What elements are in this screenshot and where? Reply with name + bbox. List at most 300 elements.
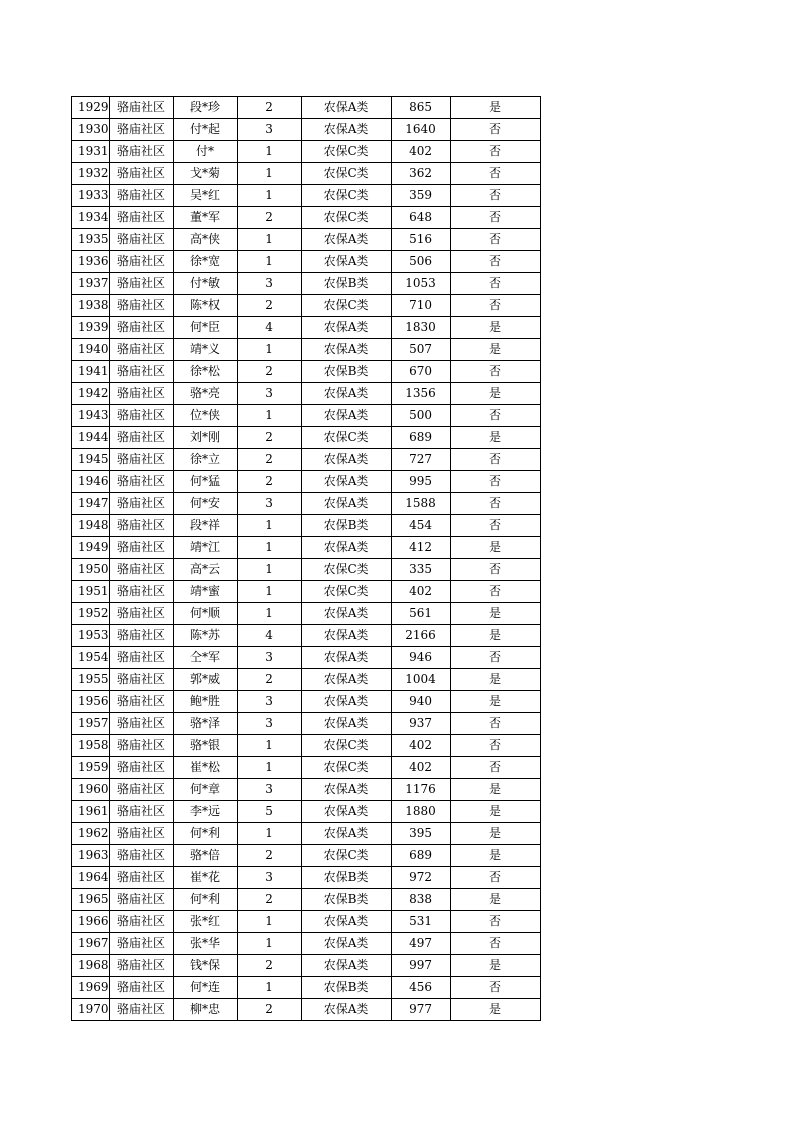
table-row bbox=[72, 119, 541, 141]
amount-cell: 335 bbox=[391, 559, 450, 581]
record-number-cell: 1946 bbox=[72, 471, 110, 493]
community-cell: 骆庙社区 bbox=[109, 405, 173, 427]
flag-cell: 是 bbox=[450, 845, 540, 867]
table-row bbox=[72, 559, 541, 581]
table-row bbox=[72, 427, 541, 449]
household-size-cell: 1 bbox=[237, 581, 301, 603]
amount-cell: 412 bbox=[391, 537, 450, 559]
insurance-type-cell: 农保C类 bbox=[301, 581, 391, 603]
record-number-cell: 1932 bbox=[72, 163, 110, 185]
record-number-cell: 1936 bbox=[72, 251, 110, 273]
household-size-cell: 4 bbox=[237, 317, 301, 339]
community-cell: 骆庙社区 bbox=[109, 471, 173, 493]
table-row bbox=[72, 603, 541, 625]
household-size-cell: 2 bbox=[237, 449, 301, 471]
table-row bbox=[72, 449, 541, 471]
flag-cell: 否 bbox=[450, 251, 540, 273]
table-row bbox=[72, 867, 541, 889]
flag-cell: 是 bbox=[450, 823, 540, 845]
record-number-cell: 1951 bbox=[72, 581, 110, 603]
record-number-cell: 1961 bbox=[72, 801, 110, 823]
name-cell: 崔*松 bbox=[173, 757, 237, 779]
household-size-cell: 2 bbox=[237, 207, 301, 229]
household-size-cell: 4 bbox=[237, 625, 301, 647]
record-number-cell: 1929 bbox=[72, 97, 110, 119]
household-size-cell: 2 bbox=[237, 999, 301, 1021]
table-row bbox=[72, 141, 541, 163]
household-size-cell: 2 bbox=[237, 361, 301, 383]
household-size-cell: 3 bbox=[237, 691, 301, 713]
records-body bbox=[72, 97, 541, 1021]
household-size-cell: 2 bbox=[237, 889, 301, 911]
amount-cell: 2166 bbox=[391, 625, 450, 647]
community-cell: 骆庙社区 bbox=[109, 999, 173, 1021]
flag-cell: 否 bbox=[450, 757, 540, 779]
amount-cell: 402 bbox=[391, 141, 450, 163]
amount-cell: 1004 bbox=[391, 669, 450, 691]
table-row bbox=[72, 713, 541, 735]
record-number-cell: 1970 bbox=[72, 999, 110, 1021]
community-cell: 骆庙社区 bbox=[109, 361, 173, 383]
flag-cell: 否 bbox=[450, 933, 540, 955]
name-cell: 骆*银 bbox=[173, 735, 237, 757]
flag-cell: 是 bbox=[450, 779, 540, 801]
record-number-cell: 1947 bbox=[72, 493, 110, 515]
table-row bbox=[72, 999, 541, 1021]
name-cell: 何*安 bbox=[173, 493, 237, 515]
record-number-cell: 1956 bbox=[72, 691, 110, 713]
table-row bbox=[72, 977, 541, 999]
household-size-cell: 1 bbox=[237, 911, 301, 933]
name-cell: 付*敏 bbox=[173, 273, 237, 295]
community-cell: 骆庙社区 bbox=[109, 515, 173, 537]
insurance-type-cell: 农保B类 bbox=[301, 867, 391, 889]
amount-cell: 500 bbox=[391, 405, 450, 427]
table-row bbox=[72, 339, 541, 361]
flag-cell: 否 bbox=[450, 361, 540, 383]
table-row bbox=[72, 383, 541, 405]
record-number-cell: 1948 bbox=[72, 515, 110, 537]
flag-cell: 否 bbox=[450, 295, 540, 317]
table-row bbox=[72, 185, 541, 207]
household-size-cell: 1 bbox=[237, 229, 301, 251]
name-cell: 高*云 bbox=[173, 559, 237, 581]
amount-cell: 497 bbox=[391, 933, 450, 955]
insurance-type-cell: 农保A类 bbox=[301, 911, 391, 933]
household-size-cell: 1 bbox=[237, 735, 301, 757]
flag-cell: 否 bbox=[450, 713, 540, 735]
name-cell: 董*军 bbox=[173, 207, 237, 229]
record-number-cell: 1937 bbox=[72, 273, 110, 295]
amount-cell: 995 bbox=[391, 471, 450, 493]
insurance-type-cell: 农保A类 bbox=[301, 647, 391, 669]
amount-cell: 456 bbox=[391, 977, 450, 999]
name-cell: 何*利 bbox=[173, 823, 237, 845]
flag-cell: 否 bbox=[450, 515, 540, 537]
amount-cell: 531 bbox=[391, 911, 450, 933]
name-cell: 吴*红 bbox=[173, 185, 237, 207]
community-cell: 骆庙社区 bbox=[109, 295, 173, 317]
insurance-type-cell: 农保A类 bbox=[301, 317, 391, 339]
community-cell: 骆庙社区 bbox=[109, 977, 173, 999]
community-cell: 骆庙社区 bbox=[109, 207, 173, 229]
name-cell: 崔*花 bbox=[173, 867, 237, 889]
community-cell: 骆庙社区 bbox=[109, 317, 173, 339]
flag-cell: 否 bbox=[450, 867, 540, 889]
community-cell: 骆庙社区 bbox=[109, 141, 173, 163]
flag-cell: 是 bbox=[450, 427, 540, 449]
insurance-type-cell: 农保B类 bbox=[301, 889, 391, 911]
community-cell: 骆庙社区 bbox=[109, 823, 173, 845]
flag-cell: 是 bbox=[450, 801, 540, 823]
record-number-cell: 1940 bbox=[72, 339, 110, 361]
household-size-cell: 2 bbox=[237, 295, 301, 317]
flag-cell: 否 bbox=[450, 185, 540, 207]
name-cell: 何*利 bbox=[173, 889, 237, 911]
name-cell: 鲍*胜 bbox=[173, 691, 237, 713]
amount-cell: 997 bbox=[391, 955, 450, 977]
record-number-cell: 1964 bbox=[72, 867, 110, 889]
insurance-type-cell: 农保A类 bbox=[301, 119, 391, 141]
table-row bbox=[72, 229, 541, 251]
table-row bbox=[72, 581, 541, 603]
community-cell: 骆庙社区 bbox=[109, 625, 173, 647]
household-size-cell: 1 bbox=[237, 163, 301, 185]
insurance-type-cell: 农保B类 bbox=[301, 361, 391, 383]
table-row bbox=[72, 801, 541, 823]
community-cell: 骆庙社区 bbox=[109, 757, 173, 779]
community-cell: 骆庙社区 bbox=[109, 845, 173, 867]
community-cell: 骆庙社区 bbox=[109, 119, 173, 141]
insurance-type-cell: 农保B类 bbox=[301, 273, 391, 295]
table-row bbox=[72, 735, 541, 757]
record-number-cell: 1941 bbox=[72, 361, 110, 383]
name-cell: 高*侠 bbox=[173, 229, 237, 251]
household-size-cell: 1 bbox=[237, 339, 301, 361]
flag-cell: 是 bbox=[450, 339, 540, 361]
community-cell: 骆庙社区 bbox=[109, 581, 173, 603]
amount-cell: 1176 bbox=[391, 779, 450, 801]
community-cell: 骆庙社区 bbox=[109, 911, 173, 933]
insurance-type-cell: 农保A类 bbox=[301, 625, 391, 647]
household-size-cell: 3 bbox=[237, 779, 301, 801]
household-size-cell: 2 bbox=[237, 669, 301, 691]
insurance-type-cell: 农保A类 bbox=[301, 801, 391, 823]
community-cell: 骆庙社区 bbox=[109, 339, 173, 361]
flag-cell: 是 bbox=[450, 999, 540, 1021]
table-row bbox=[72, 757, 541, 779]
name-cell: 骆*泽 bbox=[173, 713, 237, 735]
record-number-cell: 1968 bbox=[72, 955, 110, 977]
record-number-cell: 1959 bbox=[72, 757, 110, 779]
flag-cell: 是 bbox=[450, 691, 540, 713]
table-row bbox=[72, 823, 541, 845]
community-cell: 骆庙社区 bbox=[109, 867, 173, 889]
flag-cell: 否 bbox=[450, 163, 540, 185]
name-cell: 陈*权 bbox=[173, 295, 237, 317]
record-number-cell: 1938 bbox=[72, 295, 110, 317]
record-number-cell: 1955 bbox=[72, 669, 110, 691]
name-cell: 张*红 bbox=[173, 911, 237, 933]
table-row bbox=[72, 97, 541, 119]
table-row bbox=[72, 273, 541, 295]
insurance-type-cell: 农保C类 bbox=[301, 559, 391, 581]
flag-cell: 否 bbox=[450, 119, 540, 141]
flag-cell: 否 bbox=[450, 449, 540, 471]
amount-cell: 1880 bbox=[391, 801, 450, 823]
flag-cell: 是 bbox=[450, 603, 540, 625]
flag-cell: 是 bbox=[450, 669, 540, 691]
amount-cell: 689 bbox=[391, 845, 450, 867]
amount-cell: 865 bbox=[391, 97, 450, 119]
community-cell: 骆庙社区 bbox=[109, 163, 173, 185]
record-number-cell: 1952 bbox=[72, 603, 110, 625]
household-size-cell: 1 bbox=[237, 933, 301, 955]
record-number-cell: 1963 bbox=[72, 845, 110, 867]
table-row bbox=[72, 933, 541, 955]
amount-cell: 710 bbox=[391, 295, 450, 317]
household-size-cell: 3 bbox=[237, 119, 301, 141]
record-number-cell: 1954 bbox=[72, 647, 110, 669]
name-cell: 骆*亮 bbox=[173, 383, 237, 405]
table-row bbox=[72, 207, 541, 229]
household-size-cell: 1 bbox=[237, 515, 301, 537]
insurance-type-cell: 农保A类 bbox=[301, 97, 391, 119]
insurance-type-cell: 农保C类 bbox=[301, 163, 391, 185]
table-row bbox=[72, 493, 541, 515]
community-cell: 骆庙社区 bbox=[109, 647, 173, 669]
household-size-cell: 2 bbox=[237, 471, 301, 493]
insurance-type-cell: 农保A类 bbox=[301, 339, 391, 361]
household-size-cell: 2 bbox=[237, 427, 301, 449]
table-row bbox=[72, 405, 541, 427]
name-cell: 段*珍 bbox=[173, 97, 237, 119]
amount-cell: 946 bbox=[391, 647, 450, 669]
amount-cell: 1588 bbox=[391, 493, 450, 515]
insurance-type-cell: 农保A类 bbox=[301, 691, 391, 713]
insurance-type-cell: 农保A类 bbox=[301, 383, 391, 405]
name-cell: 付*起 bbox=[173, 119, 237, 141]
community-cell: 骆庙社区 bbox=[109, 955, 173, 977]
community-cell: 骆庙社区 bbox=[109, 691, 173, 713]
household-size-cell: 2 bbox=[237, 955, 301, 977]
amount-cell: 395 bbox=[391, 823, 450, 845]
community-cell: 骆庙社区 bbox=[109, 933, 173, 955]
record-number-cell: 1969 bbox=[72, 977, 110, 999]
amount-cell: 516 bbox=[391, 229, 450, 251]
insurance-type-cell: 农保A类 bbox=[301, 537, 391, 559]
record-number-cell: 1958 bbox=[72, 735, 110, 757]
insurance-type-cell: 农保A类 bbox=[301, 405, 391, 427]
table-row bbox=[72, 845, 541, 867]
name-cell: 徐*立 bbox=[173, 449, 237, 471]
amount-cell: 402 bbox=[391, 757, 450, 779]
name-cell: 李*远 bbox=[173, 801, 237, 823]
household-size-cell: 1 bbox=[237, 559, 301, 581]
community-cell: 骆庙社区 bbox=[109, 97, 173, 119]
flag-cell: 否 bbox=[450, 405, 540, 427]
household-size-cell: 2 bbox=[237, 845, 301, 867]
name-cell: 靖*义 bbox=[173, 339, 237, 361]
household-size-cell: 3 bbox=[237, 273, 301, 295]
insurance-type-cell: 农保A类 bbox=[301, 493, 391, 515]
amount-cell: 359 bbox=[391, 185, 450, 207]
community-cell: 骆庙社区 bbox=[109, 713, 173, 735]
household-size-cell: 3 bbox=[237, 867, 301, 889]
name-cell: 徐*宽 bbox=[173, 251, 237, 273]
household-size-cell: 3 bbox=[237, 647, 301, 669]
table-row bbox=[72, 515, 541, 537]
record-number-cell: 1945 bbox=[72, 449, 110, 471]
table-row bbox=[72, 911, 541, 933]
amount-cell: 454 bbox=[391, 515, 450, 537]
insurance-type-cell: 农保B类 bbox=[301, 515, 391, 537]
record-number-cell: 1944 bbox=[72, 427, 110, 449]
household-size-cell: 3 bbox=[237, 713, 301, 735]
flag-cell: 否 bbox=[450, 911, 540, 933]
community-cell: 骆庙社区 bbox=[109, 185, 173, 207]
table-row bbox=[72, 471, 541, 493]
record-number-cell: 1966 bbox=[72, 911, 110, 933]
insurance-type-cell: 农保C类 bbox=[301, 845, 391, 867]
amount-cell: 972 bbox=[391, 867, 450, 889]
amount-cell: 977 bbox=[391, 999, 450, 1021]
amount-cell: 402 bbox=[391, 735, 450, 757]
insurance-type-cell: 农保C类 bbox=[301, 141, 391, 163]
name-cell: 靖*江 bbox=[173, 537, 237, 559]
community-cell: 骆庙社区 bbox=[109, 383, 173, 405]
flag-cell: 是 bbox=[450, 537, 540, 559]
name-cell: 骆*倍 bbox=[173, 845, 237, 867]
amount-cell: 727 bbox=[391, 449, 450, 471]
table-row bbox=[72, 691, 541, 713]
flag-cell: 否 bbox=[450, 229, 540, 251]
name-cell: 戈*菊 bbox=[173, 163, 237, 185]
table-row bbox=[72, 889, 541, 911]
amount-cell: 838 bbox=[391, 889, 450, 911]
insurance-type-cell: 农保C类 bbox=[301, 735, 391, 757]
community-cell: 骆庙社区 bbox=[109, 427, 173, 449]
household-size-cell: 2 bbox=[237, 97, 301, 119]
insurance-type-cell: 农保C类 bbox=[301, 757, 391, 779]
insurance-type-cell: 农保A类 bbox=[301, 779, 391, 801]
community-cell: 骆庙社区 bbox=[109, 493, 173, 515]
record-number-cell: 1953 bbox=[72, 625, 110, 647]
name-cell: 位*侠 bbox=[173, 405, 237, 427]
amount-cell: 1356 bbox=[391, 383, 450, 405]
name-cell: 靖*蜜 bbox=[173, 581, 237, 603]
record-number-cell: 1962 bbox=[72, 823, 110, 845]
community-cell: 骆庙社区 bbox=[109, 559, 173, 581]
household-size-cell: 1 bbox=[237, 141, 301, 163]
amount-cell: 689 bbox=[391, 427, 450, 449]
insurance-type-cell: 农保A类 bbox=[301, 229, 391, 251]
flag-cell: 否 bbox=[450, 735, 540, 757]
amount-cell: 648 bbox=[391, 207, 450, 229]
table-row bbox=[72, 669, 541, 691]
amount-cell: 937 bbox=[391, 713, 450, 735]
insurance-type-cell: 农保A类 bbox=[301, 471, 391, 493]
flag-cell: 否 bbox=[450, 207, 540, 229]
community-cell: 骆庙社区 bbox=[109, 537, 173, 559]
insurance-type-cell: 农保C类 bbox=[301, 295, 391, 317]
flag-cell: 否 bbox=[450, 647, 540, 669]
records-table bbox=[71, 96, 541, 1021]
insurance-type-cell: 农保A类 bbox=[301, 713, 391, 735]
community-cell: 骆庙社区 bbox=[109, 603, 173, 625]
name-cell: 柳*忠 bbox=[173, 999, 237, 1021]
name-cell: 钱*保 bbox=[173, 955, 237, 977]
table-row bbox=[72, 163, 541, 185]
record-number-cell: 1933 bbox=[72, 185, 110, 207]
table-row bbox=[72, 251, 541, 273]
table-row bbox=[72, 779, 541, 801]
record-number-cell: 1942 bbox=[72, 383, 110, 405]
household-size-cell: 1 bbox=[237, 603, 301, 625]
record-number-cell: 1939 bbox=[72, 317, 110, 339]
table-row bbox=[72, 647, 541, 669]
insurance-type-cell: 农保A类 bbox=[301, 251, 391, 273]
amount-cell: 507 bbox=[391, 339, 450, 361]
name-cell: 何*连 bbox=[173, 977, 237, 999]
household-size-cell: 1 bbox=[237, 977, 301, 999]
insurance-type-cell: 农保C类 bbox=[301, 207, 391, 229]
amount-cell: 362 bbox=[391, 163, 450, 185]
insurance-type-cell: 农保A类 bbox=[301, 955, 391, 977]
record-number-cell: 1957 bbox=[72, 713, 110, 735]
insurance-type-cell: 农保C类 bbox=[301, 185, 391, 207]
name-cell: 付* bbox=[173, 141, 237, 163]
name-cell: 仝*军 bbox=[173, 647, 237, 669]
community-cell: 骆庙社区 bbox=[109, 889, 173, 911]
table-row bbox=[72, 955, 541, 977]
amount-cell: 1053 bbox=[391, 273, 450, 295]
household-size-cell: 5 bbox=[237, 801, 301, 823]
name-cell: 何*顺 bbox=[173, 603, 237, 625]
record-number-cell: 1949 bbox=[72, 537, 110, 559]
name-cell: 徐*松 bbox=[173, 361, 237, 383]
table-row bbox=[72, 625, 541, 647]
community-cell: 骆庙社区 bbox=[109, 273, 173, 295]
record-number-cell: 1950 bbox=[72, 559, 110, 581]
table-row bbox=[72, 295, 541, 317]
amount-cell: 670 bbox=[391, 361, 450, 383]
insurance-type-cell: 农保A类 bbox=[301, 603, 391, 625]
flag-cell: 是 bbox=[450, 317, 540, 339]
record-number-cell: 1967 bbox=[72, 933, 110, 955]
table-row bbox=[72, 537, 541, 559]
flag-cell: 否 bbox=[450, 141, 540, 163]
flag-cell: 否 bbox=[450, 493, 540, 515]
amount-cell: 561 bbox=[391, 603, 450, 625]
amount-cell: 1830 bbox=[391, 317, 450, 339]
household-size-cell: 1 bbox=[237, 185, 301, 207]
flag-cell: 否 bbox=[450, 471, 540, 493]
flag-cell: 否 bbox=[450, 581, 540, 603]
record-number-cell: 1965 bbox=[72, 889, 110, 911]
record-number-cell: 1960 bbox=[72, 779, 110, 801]
record-number-cell: 1935 bbox=[72, 229, 110, 251]
insurance-type-cell: 农保A类 bbox=[301, 933, 391, 955]
household-size-cell: 3 bbox=[237, 383, 301, 405]
name-cell: 段*祥 bbox=[173, 515, 237, 537]
table-row bbox=[72, 361, 541, 383]
name-cell: 何*臣 bbox=[173, 317, 237, 339]
record-number-cell: 1930 bbox=[72, 119, 110, 141]
record-number-cell: 1931 bbox=[72, 141, 110, 163]
flag-cell: 否 bbox=[450, 273, 540, 295]
amount-cell: 1640 bbox=[391, 119, 450, 141]
